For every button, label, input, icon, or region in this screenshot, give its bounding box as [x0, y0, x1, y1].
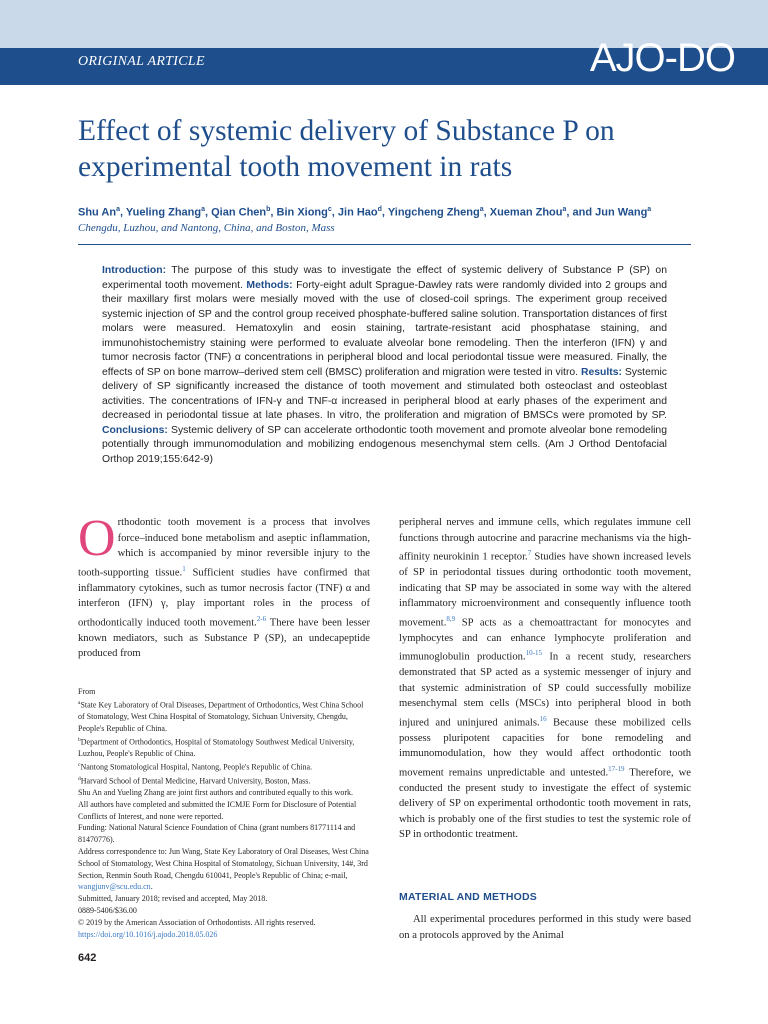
reference-link[interactable]: 17-19 — [608, 764, 625, 773]
author-locations: Chengdu, Luzhou, and Nantong, China, and Boston, Mass — [78, 222, 335, 234]
abstract-conclusions-text: Systemic delivery of SP can accelerate orthodontic tooth movement and promote alveolar bone remodeling potentially through immunomodulation and mobilizing endogenous mesenchymal stem cells. (Am J Orthod Dentofacial Orthop 2019;155:642-9) — [102, 424, 667, 465]
abstract-methods-text: Forty-eight adult Sprague-Dawley rats were randomly divided into 2 groups and their maxillary first molars were mesially moved with the use of closed-coil springs. The experiment group received systemic injection of SP and the control group received phosphate-buffered saline solution. Transportation distances of first molars were measured. Hematoxylin and eosin staining, tartrate-resistant acid phosphatase staining, and immunohistochemistry staining were performed to evaluate alveolar bone remodeling. Then the interferon (IFN) γ and tumor necrosis factor (TNF) α concentrations in peripheral blood and local periodontal tissue were measured. Finally, the effects of SP on bone marrow–derived stem cell (BMSC) proliferation and migration were tested in vitro. — [102, 279, 667, 378]
joint-authors-note: Shu An and Yueling Zhang are joint first authors and contributed equally to this work. — [78, 788, 353, 797]
reference-link[interactable]: 1 — [182, 564, 186, 573]
affiliation-b: $^b$Department of Orthodontics, Hospital of Stomatology Southwest Medical University, Luzhou, People's Republic of China. — [78, 736, 355, 759]
author-list: Shu An$^a$, Yueling Zhang$^a$, Qian Chen$^b$, Bin Xiong$^c$, Jin Hao$^d$, Yingcheng Zheng$^a$, Xueman Zhou$^a$, and Jun Wang$^a$ — [78, 206, 652, 219]
article-type-label: ORIGINAL ARTICLE — [78, 54, 205, 69]
article-title: Effect of systemic delivery of Substance P on experimental tooth movement in rats — [78, 115, 615, 183]
affiliation-text: Harvard School of Dental Medicine, Harvard University, Boston, Mass. — [80, 776, 311, 786]
body-text: Sufficient studies have confirmed that inflammatory cytokines, such as tumor necrosis factor (TNF) α and interferon (IFN) γ, play important roles in the process of orthodontically induced tooth movement. — [78, 567, 370, 629]
affiliation-d: $^d$Harvard School of Dental Medicine, Harvard University, Boston, Mass. — [78, 775, 311, 786]
abstract — [102, 264, 667, 467]
author-name[interactable]: Jin Hao — [337, 206, 378, 219]
reference-link[interactable]: 8,9 — [446, 614, 456, 623]
body-text: There have been lesser known mediators, such as Substance P (SP), an undecapeptide produced from — [78, 617, 370, 660]
body-text: peripheral nerves and immune cells, which regulates immune cell functions through autocrine and paracrine mechanisms via the high-affinity neurokinin 1 receptor. — [399, 517, 691, 563]
reference-link[interactable]: 16 — [539, 714, 547, 723]
author-affiliation-mark: d — [377, 206, 382, 213]
body-text: SP acts as a chemoattractant for monocytes and lymphocytes and can enhance lymphocyte proliferation and immunoglobulin production. — [399, 617, 691, 663]
reference-link[interactable]: 2-6 — [256, 614, 267, 623]
affiliation-text: Nantong Stomatological Hospital, Nantong, People's Republic of China. — [80, 762, 313, 772]
drop-cap: O — [78, 510, 116, 567]
correspondence-address: Address correspondence to: Jun Wang, State Key Laboratory of Oral Diseases, West China School of Stomatology, West China Hospital of Stomatology, Sichuan University, 14#, 3rd Section, Renmin South Road, Chengdu 610041, People's Republic of China; e-mail, wangjunv@scu.edu.cn. — [78, 846, 369, 892]
from-label: From — [78, 687, 96, 696]
author-affiliation-mark: a — [647, 206, 652, 213]
affiliation-a: $^a$State Key Laboratory of Oral Diseases, Department of Orthodontics, West China School of Stomatology, West China Hospital of Stomatology, Sichuan University, Chengdu, People's Republic of China. — [78, 699, 364, 734]
author-affiliation-mark: c — [327, 206, 332, 213]
abstract-intro-heading: Introduction: — [102, 265, 167, 276]
submission-dates: Submitted, January 2018; revised and accepted, May 2018. — [78, 894, 268, 904]
header-divider — [78, 244, 691, 245]
author-name[interactable]: Yueling Zhang — [125, 206, 202, 219]
body-text: In a recent study, researchers demonstrated that SP acted as a systemic messenger of injury and that systemic administration of SP could successfully mobilize mesenchymal stem cells (MSCs) into peripheral blood in both injured and uninjured animals. — [399, 651, 692, 729]
reference-link[interactable]: 10-15 — [525, 649, 542, 658]
abstract-results-text: Systemic delivery of SP significantly increased the distance of tooth movement and stimulated both osteoclast and osteoblast activities. The concentrations of IFN-γ and TNF-α increased in peripheral blood at early phases of the experiment and decreased in periodontal tissue at late phases. In vitro, the proliferation and migration of BMSCs were promoted by SP. — [102, 366, 668, 421]
abstract-results-heading: Results: — [580, 366, 622, 378]
body-column-right — [399, 515, 691, 843]
author-and: and — [572, 206, 593, 219]
body-text: Because these mobilized cells possess pluripotent capacities for bone remodeling and immunomodulation, how they would affect orthodontic tooth movement remains unpredictable and untested. — [399, 717, 691, 779]
author-name[interactable]: Jun Wang — [595, 206, 648, 219]
body-column-left — [78, 510, 370, 662]
methods-paragraph — [399, 912, 691, 943]
affiliation-text: Department of Orthodontics, Hospital of Stomatology Southwest Medical University, Luzhou, People's Republic of China. — [78, 737, 355, 759]
author-name[interactable]: Bin Xiong — [276, 206, 328, 219]
author-name[interactable]: Xueman Zhou — [489, 206, 563, 219]
body-text: Studies have shown increased levels of SP in periodontal tissues during orthodontic tooth movement, indicating that SP may be associated in some way with the altered inflammatory microenvironment and consequently influence tooth movement. — [399, 551, 691, 629]
icmje-note: All authors have completed and submitted the ICMJE Form for Disclosure of Potential Conflicts of Interest, and none were reported. — [78, 799, 357, 821]
issn: 0889-5406/$36.00 — [78, 905, 137, 915]
page-number: 642 — [78, 952, 97, 964]
funding-note: Funding: National Natural Science Foundation of China (grant numbers 81771114 and 81470776). — [78, 823, 356, 845]
reference-link[interactable]: 7 — [527, 549, 532, 557]
address-text: Address correspondence to: Jun Wang, State Key Laboratory of Oral Diseases, West China School of Stomatology, West China Hospital of Stomatology, Sichuan University, 14#, 3rd Section, Renmin South Road, Chengdu 610041, People's Republic of China; e-mail, — [78, 846, 369, 880]
abstract-methods-heading: Methods: — [246, 279, 293, 291]
author-affiliation-mark: a — [562, 206, 567, 213]
doi-link[interactable]: https://doi.org/10.1016/j.ajodo.2018.05.026 — [78, 929, 218, 939]
body-text: All experimental procedures performed in this study were based on a protocols approved by the Animal — [399, 914, 691, 941]
copyright: © 2019 by the American Association of Orthodontists. All rights reserved. — [78, 917, 316, 927]
front-matter-notes — [78, 686, 370, 940]
email-link[interactable]: wangjunv@scu.edu.cn — [78, 882, 151, 892]
abstract-intro-text: The purpose of this study was to investigate the effect of systemic delivery of Substance P (SP) on experimental tooth movement. — [102, 265, 667, 291]
section-heading: MATERIAL AND METHODS — [399, 891, 537, 903]
author-affiliation-mark: a — [116, 206, 120, 213]
affiliation-text: State Key Laboratory of Oral Diseases, Department of Orthodontics, West China School of Stomatology, West China Hospital of Stomatology, Sichuan University, Chengdu, People's Republic of China. — [78, 700, 364, 734]
journal-logo: AJO-DO — [589, 36, 735, 80]
author-affiliation-mark: b — [266, 206, 271, 213]
author-name[interactable]: Yingcheng Zheng — [387, 206, 480, 219]
author-affiliation-mark: a — [479, 206, 484, 213]
affiliation-c: $^c$Nantong Stomatological Hospital, Nantong, People's Republic of China. — [78, 762, 313, 772]
author-affiliation-mark: a — [201, 206, 205, 213]
body-text: Therefore, we conducted the present study to investigate the effect of systemic delivery of SP on experimental orthodontic tooth movement in rats, which is probably one of the first studies to test the systemic role of SP in orthodontic treatment. — [399, 767, 691, 841]
author-name[interactable]: Shu An — [78, 206, 117, 219]
body-text: rthodontic tooth movement is a process that involves force–induced bone metabolism and aseptic inflammation, which is accompanied by minor reversible injury to the tooth-supporting tissue. — [78, 517, 370, 579]
abstract-conclusions-heading: Conclusions: — [102, 424, 168, 436]
author-name[interactable]: Qian Chen — [211, 206, 267, 219]
